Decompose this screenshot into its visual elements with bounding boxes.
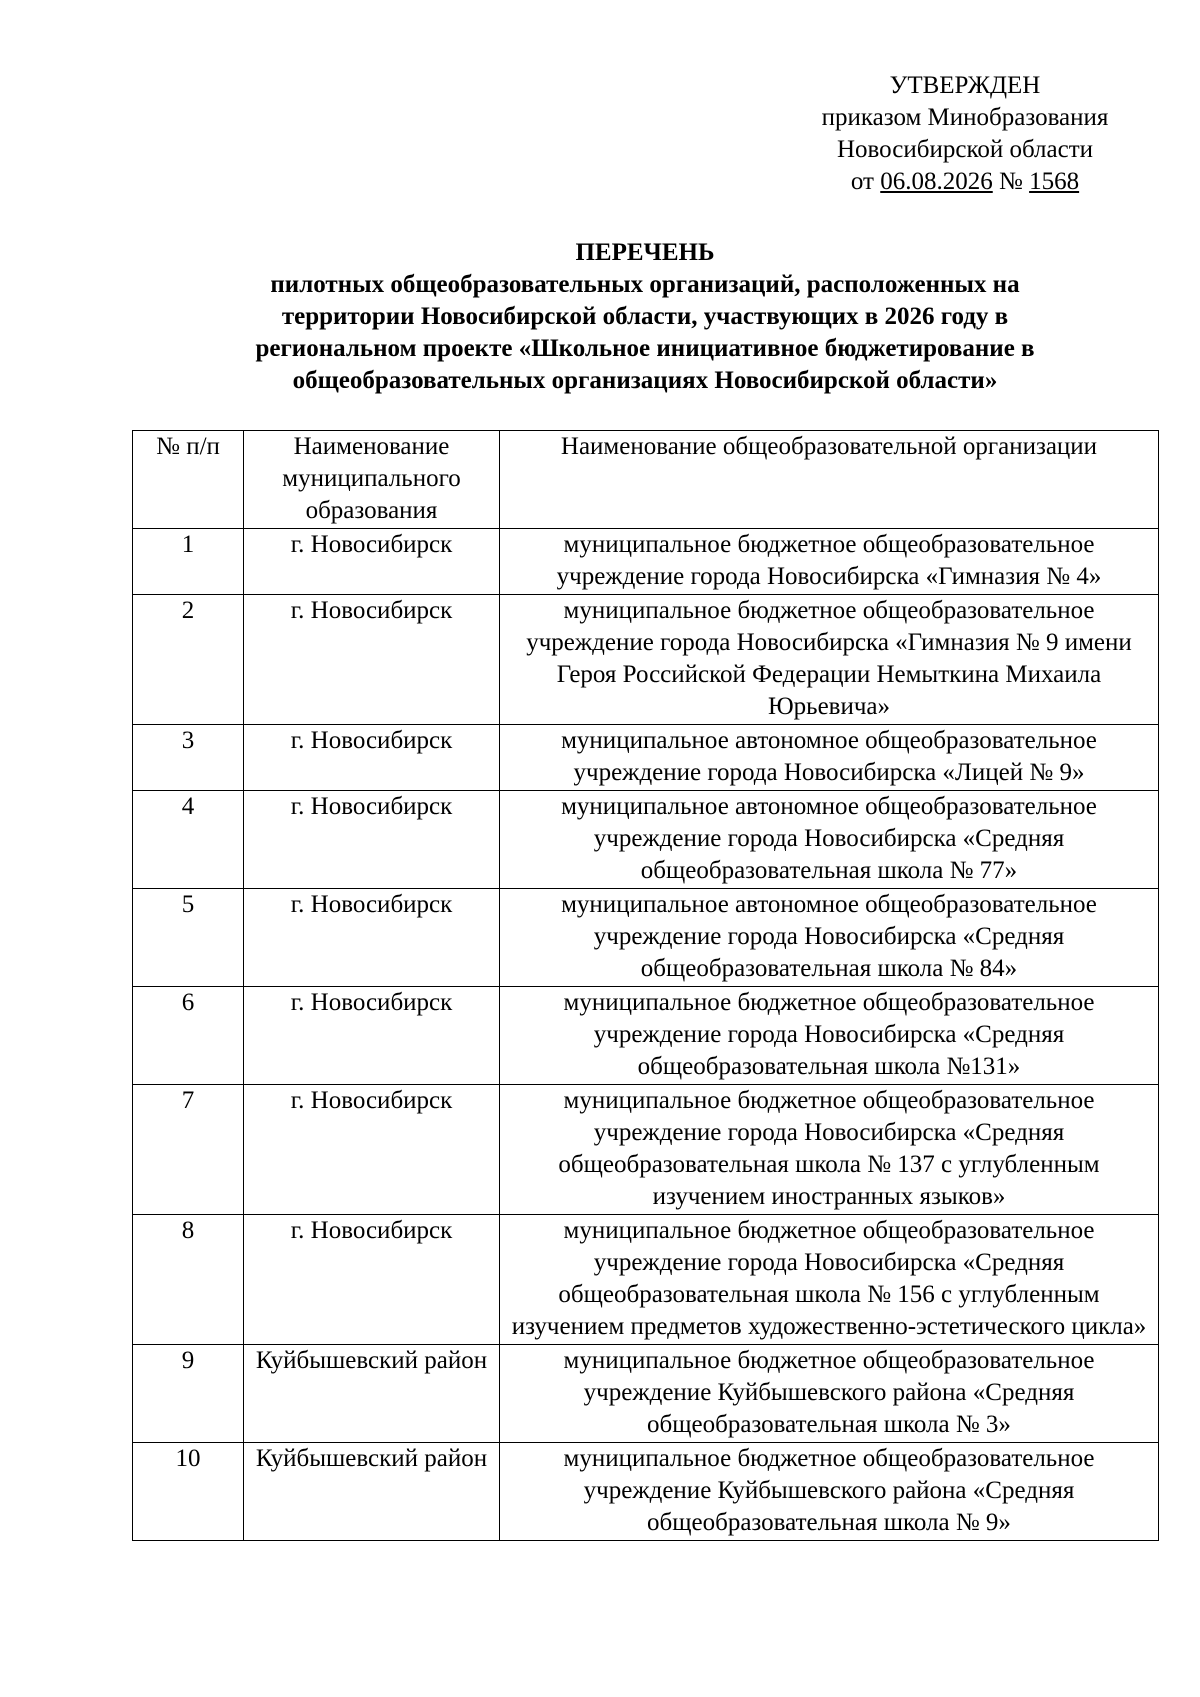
row-municipality: г. Новосибирск	[244, 1085, 500, 1215]
organizations-table	[132, 430, 1159, 1541]
row-municipality: Куйбышевский район	[244, 1443, 500, 1541]
approval-order: приказом Минобразования	[821, 104, 1109, 131]
table-row	[133, 1215, 1159, 1345]
row-organization: муниципальное бюджетное общеобразовательное учреждение Куйбышевского района «Средняя общеобразовательная школа № 3»	[500, 1345, 1159, 1443]
row-number: 8	[133, 1215, 244, 1345]
row-number: 9	[133, 1345, 244, 1443]
table-row	[133, 595, 1159, 725]
row-organization: муниципальное бюджетное общеобразовательное учреждение города Новосибирска «Средняя общеобразовательная школа № 156 с углубленным изучением предметов художественно-эстетического цикла»	[500, 1215, 1159, 1345]
row-municipality: г. Новосибирск	[244, 725, 500, 791]
row-municipality: г. Новосибирск	[244, 987, 500, 1085]
row-number: 7	[133, 1085, 244, 1215]
row-municipality: г. Новосибирск	[244, 529, 500, 595]
row-organization: муниципальное бюджетное общеобразовательное учреждение Куйбышевского района «Средняя общеобразовательная школа № 9»	[500, 1443, 1159, 1541]
row-number: 2	[133, 595, 244, 725]
row-number: 4	[133, 791, 244, 889]
document-subtitle-line-4: общеобразовательных организациях Новосибирской области»	[292, 367, 998, 394]
row-number: 1	[133, 529, 244, 595]
header-municipality: Наименование муниципального образования	[244, 431, 500, 529]
row-organization: муниципальное бюджетное общеобразовательное учреждение города Новосибирска «Средняя общеобразовательная школа № 137 с углубленным изучением иностранных языков»	[500, 1085, 1159, 1215]
row-organization: муниципальное бюджетное общеобразовательное учреждение города Новосибирска «Гимназия № 4»	[500, 529, 1159, 595]
approval-block	[800, 70, 1130, 198]
header-number: № п/п	[133, 431, 244, 529]
approval-number: 1568	[1029, 168, 1080, 195]
row-municipality: г. Новосибирск	[244, 595, 500, 725]
row-number: 3	[133, 725, 244, 791]
row-municipality: Куйбышевский район	[244, 1345, 500, 1443]
document-subtitle-line-3: региональном проекте «Школьное инициативное бюджетирование в	[255, 335, 1035, 362]
row-organization: муниципальное автономное общеобразовательное учреждение города Новосибирска «Средняя общеобразовательная школа № 84»	[500, 889, 1159, 987]
document-title: ПЕРЕЧЕНЬ	[575, 239, 715, 266]
approval-date-line	[800, 166, 1130, 198]
row-municipality: г. Новосибирск	[244, 1215, 500, 1345]
table-row	[133, 725, 1159, 791]
row-number: 5	[133, 889, 244, 987]
table-row	[133, 791, 1159, 889]
approval-title: УТВЕРЖДЕН	[889, 72, 1041, 99]
table-row	[133, 889, 1159, 987]
row-number: 6	[133, 987, 244, 1085]
table-header-row	[133, 431, 1159, 529]
row-municipality: г. Новосибирск	[244, 791, 500, 889]
row-organization: муниципальное автономное общеобразовательное учреждение города Новосибирска «Средняя общеобразовательная школа № 77»	[500, 791, 1159, 889]
table-row	[133, 1345, 1159, 1443]
row-organization: муниципальное бюджетное общеобразовательное учреждение города Новосибирска «Гимназия № 9 имени Героя Российской Федерации Немыткина Михаила Юрьевича»	[500, 595, 1159, 725]
document-heading	[130, 237, 1160, 397]
row-organization: муниципальное автономное общеобразовательное учреждение города Новосибирска «Лицей № 9»	[500, 725, 1159, 791]
row-number: 10	[133, 1443, 244, 1541]
table-row	[133, 987, 1159, 1085]
table-row	[133, 1085, 1159, 1215]
row-municipality: г. Новосибирск	[244, 889, 500, 987]
header-organization: Наименование общеобразовательной организации	[500, 431, 1159, 529]
document-subtitle-line-2: территории Новосибирской области, участвующих в 2026 году в	[281, 303, 1009, 330]
row-organization: муниципальное бюджетное общеобразовательное учреждение города Новосибирска «Средняя общеобразовательная школа №131»	[500, 987, 1159, 1085]
approval-date-prefix: от	[850, 168, 874, 195]
approval-region: Новосибирской области	[836, 136, 1094, 163]
table-row	[133, 529, 1159, 595]
document-subtitle-line-1: пилотных общеобразовательных организаций, расположенных на	[270, 271, 1020, 298]
approval-number-sign: №	[999, 168, 1023, 195]
approval-date: 06.08.2026	[880, 168, 993, 195]
table-row	[133, 1443, 1159, 1541]
